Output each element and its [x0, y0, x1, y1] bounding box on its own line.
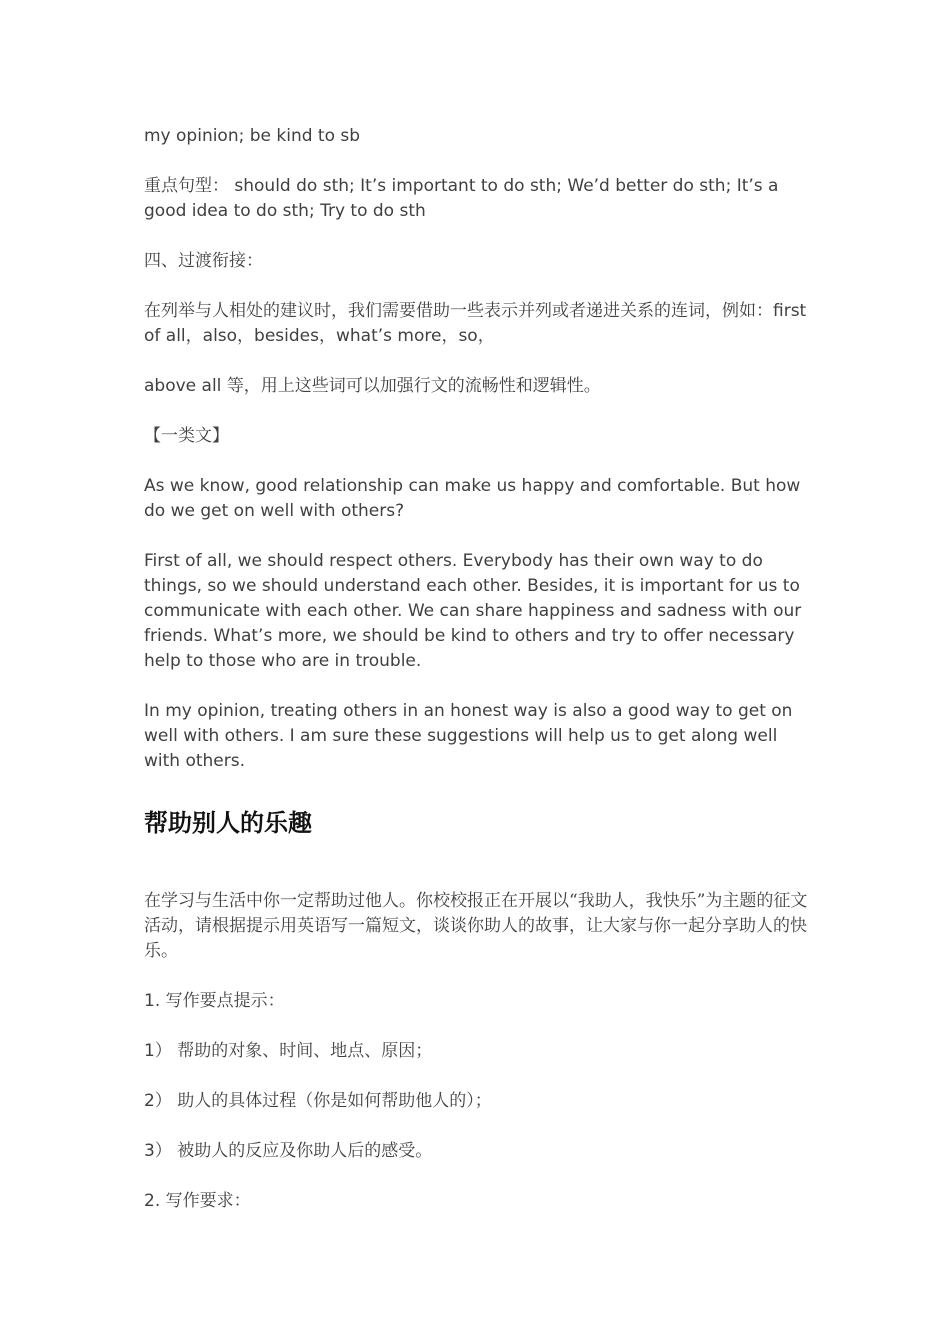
writing-point-3-text: 被助人的反应及你助人后的感受。	[177, 1141, 433, 1161]
writing-point-1	[144, 1039, 812, 1064]
writing-point-2-number: 2）	[144, 1091, 178, 1111]
key-sentences-text: should do sth; It’s important to do sth; We’d better do sth; It’s a good idea to do sth; Try to do sth	[144, 176, 779, 221]
writing-point-3-number: 3）	[144, 1141, 178, 1161]
document-page	[144, 124, 812, 1239]
transition-line-1-en: first of all，also，besides，what’s more，so，	[144, 301, 807, 346]
writing-requirements-number: 2.	[144, 1191, 166, 1211]
writing-points-label: 写作要点提示：	[165, 991, 285, 1011]
writing-point-2-text: 助人的具体过程（你是如何帮助他人的）；	[177, 1091, 492, 1111]
transition-line-1-zh: 在列举与人相处的建议时，我们需要借助一些表示并列或者递进关系的连词，例如：	[144, 301, 773, 321]
sample-label: 【一类文】	[144, 426, 229, 446]
essay-paragraph-2: First of all, we should respect others. Everybody has their own way to do things, so we should understand each other. Besides, it is important for us to communicate with each other. We can share happiness and sadness with our friends. What’s more, we should be kind to others and try to offer necessary help to those who are in trouble.	[144, 551, 802, 671]
writing-requirements-heading	[144, 1189, 812, 1214]
essay-paragraph-1: As we know, good relationship can make us happy and comfortable. But how do we get on well with others?	[144, 476, 801, 521]
section-title: 帮助别人的乐趣	[144, 809, 312, 837]
transition-line-1	[144, 299, 812, 349]
key-sentences	[144, 174, 812, 224]
transition-heading: 四、过渡衔接：	[144, 251, 263, 271]
writing-point-3	[144, 1139, 812, 1164]
key-sentences-label: 重点句型：	[144, 176, 229, 196]
transition-line-2-en: above all	[144, 376, 227, 396]
writing-point-2	[144, 1089, 812, 1114]
essay-paragraph-3: In my opinion, treating others in an honest way is also a good way to get on well with others. I am sure these suggestions will help us to get along well with others.	[144, 701, 793, 771]
writing-point-1-text: 帮助的对象、时间、地点、原因；	[177, 1041, 433, 1061]
writing-requirements-label: 写作要求：	[165, 1191, 251, 1211]
transition-line-2-zh: 等，用上这些词可以加强行文的流畅性和逻辑性。	[226, 376, 601, 396]
phrases-tail: my opinion; be kind to sb	[144, 126, 361, 146]
transition-line-2	[144, 374, 812, 399]
writing-prompt: 在学习与生活中你一定帮助过他人。你校校报正在开展以“我助人，我快乐”为主题的征文活动，请根据提示用英语写一篇短文，谈谈你助人的故事，让大家与你一起分享助人的快乐。	[144, 891, 808, 961]
writing-points-number: 1.	[144, 991, 166, 1011]
writing-points-heading	[144, 989, 812, 1014]
writing-point-1-number: 1）	[144, 1041, 178, 1061]
